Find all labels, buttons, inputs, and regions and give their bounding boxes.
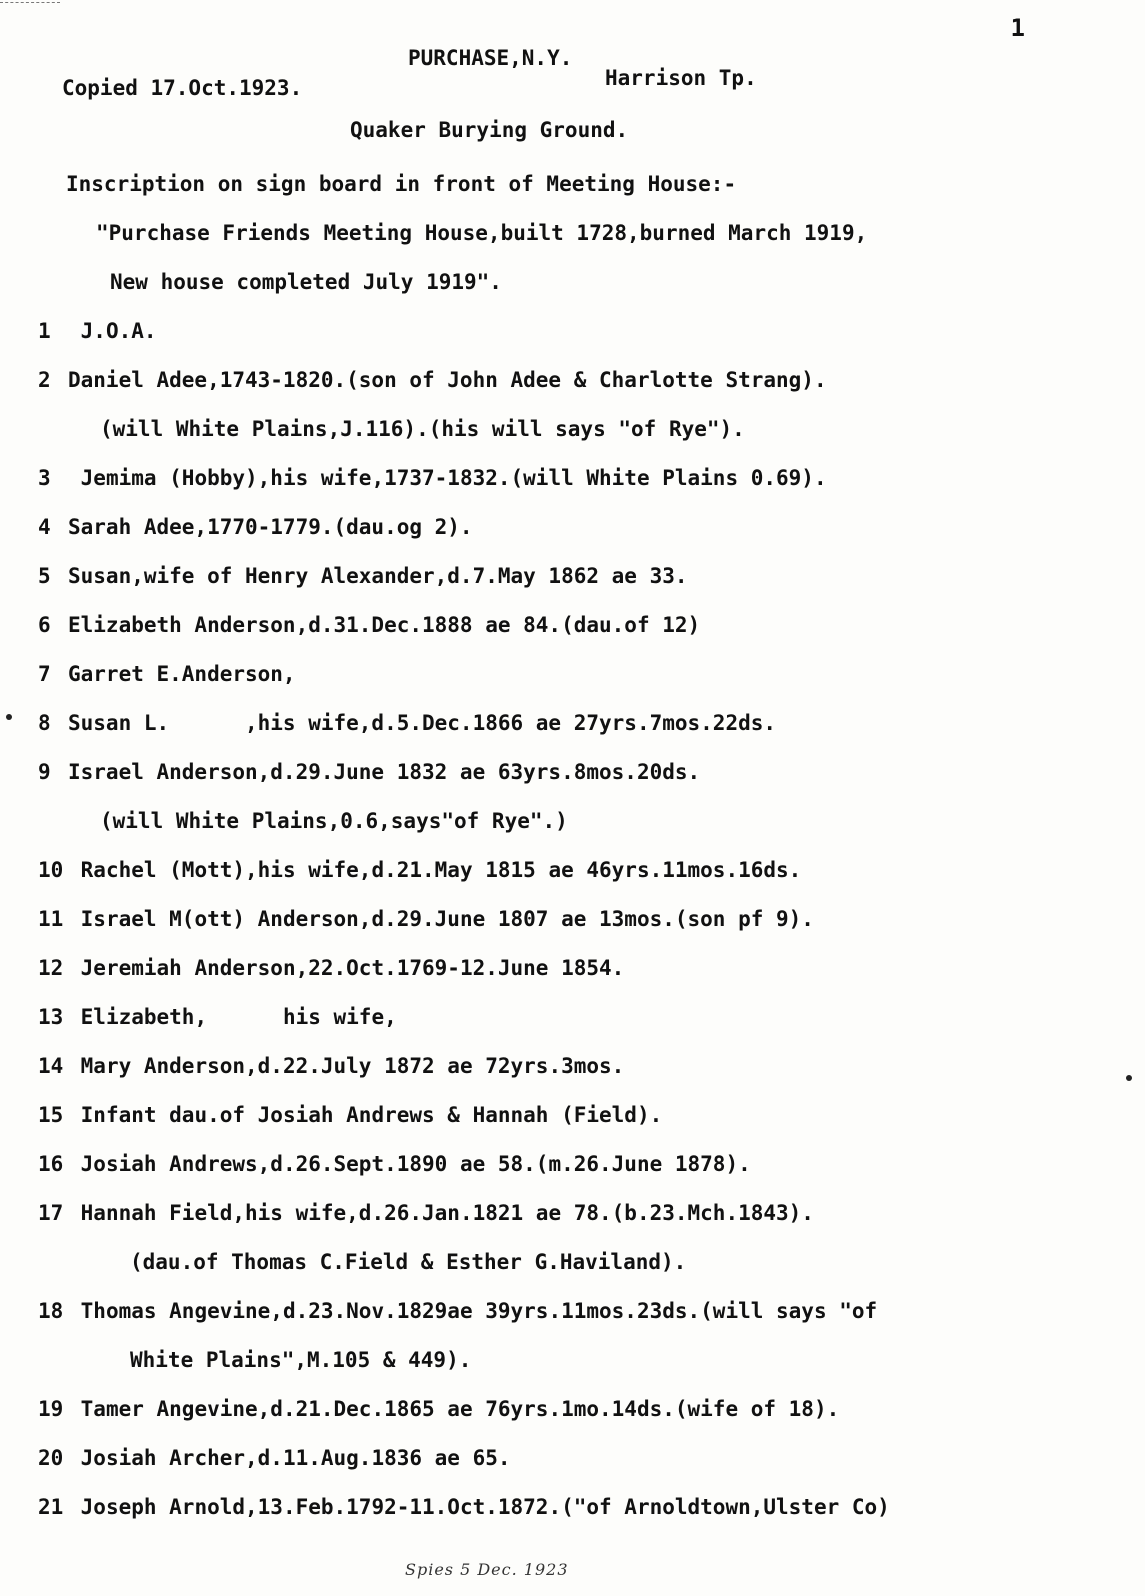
entry-number: 6 [38,613,51,637]
entry-number: 3 [38,466,51,490]
entry-number: 15 [38,1103,64,1127]
entry-row [38,307,1128,356]
inscription-heading: Inscription on sign board in front of Meeting House:- [66,172,737,196]
entry-text: Garret E.Anderson, [68,662,296,686]
transcription-body [38,160,1128,1532]
handwritten-footer-note: Spies 5 Dec. 1923 [405,1560,569,1579]
entry-text: Rachel (Mott),his wife,d.21.May 1815 ae 46yrs.11mos.16ds. [80,858,802,882]
entry-continuation: (dau.of Thomas C.Field & Esther G.Haviland). [130,1250,687,1274]
margin-speck [1126,1075,1132,1081]
entry-text: Susan,wife of Henry Alexander,d.7.May 1862 ae 33. [68,564,688,588]
entry-number: 11 [38,907,64,931]
entry-row [38,1483,1128,1532]
township: Harrison Tp. [605,66,757,90]
entry-row [38,1385,1128,1434]
entry-text: Josiah Andrews,d.26.Sept.1890 ae 58.(m.26.June 1878). [80,1152,751,1176]
entry-text: Sarah Adee,1770-1779.(dau.og 2). [68,515,473,539]
entry-continuation: White Plains",M.105 & 449). [130,1348,472,1372]
entry-text: Jeremiah Anderson,22.Oct.1769-12.June 1854. [80,956,625,980]
place-heading: PURCHASE,N.Y. [408,46,573,70]
entry-text: Israel Anderson,d.29.June 1832 ae 63yrs.8mos.20ds. [68,760,701,784]
entry-text: Hannah Field,his wife,d.26.Jan.1821 ae 78.(b.23.Mch.1843). [80,1201,814,1225]
entry-text: Susan L. ,his wife,d.5.Dec.1866 ae 27yrs.7mos.22ds. [68,711,777,735]
entry-row [38,1287,1128,1336]
entry-row [38,552,1128,601]
burying-ground-title: Quaker Burying Ground. [350,118,629,142]
entry-row [38,1042,1128,1091]
entry-text: Josiah Archer,d.11.Aug.1836 ae 65. [80,1446,511,1470]
entry-row [38,454,1128,503]
entry-number: 19 [38,1397,64,1421]
entry-number: 7 [38,662,51,686]
entry-row [38,895,1128,944]
entry-text: Mary Anderson,d.22.July 1872 ae 72yrs.3mos. [80,1054,625,1078]
entry-text: Israel M(ott) Anderson,d.29.June 1807 ae 13mos.(son pf 9). [80,907,814,931]
entry-number: 10 [38,858,64,882]
entry-text: Joseph Arnold,13.Feb.1792-11.Oct.1872.("of Arnoldtown,Ulster Co) [80,1495,890,1519]
entry-row [38,993,1128,1042]
entry-continuation: (will White Plains,0.6,says"of Rye".) [100,809,568,833]
copied-date: Copied 17.Oct.1923. [62,76,303,100]
margin-speck [6,714,12,720]
entry-number: 9 [38,760,51,784]
page-number: 1 [1010,14,1025,42]
entry-row [38,650,1128,699]
entry-row [38,503,1128,552]
entry-number: 2 [38,368,51,392]
entry-row [38,601,1128,650]
entry-number: 5 [38,564,51,588]
entry-text: Elizabeth, his wife, [80,1005,397,1029]
entry-row [38,944,1128,993]
entry-row [38,1434,1128,1483]
entry-text: Infant dau.of Josiah Andrews & Hannah (Field). [80,1103,663,1127]
entry-row [38,748,1128,797]
entry-text: Daniel Adee,1743-1820.(son of John Adee & Charlotte Strang). [68,368,827,392]
entry-text: J.O.A. [80,319,157,343]
entry-number: 21 [38,1495,64,1519]
entry-number: 17 [38,1201,64,1225]
entry-row [38,1189,1128,1238]
entry-row [38,846,1128,895]
entry-continuation: (will White Plains,J.116).(his will says "of Rye"). [100,417,745,441]
entry-text: Tamer Angevine,d.21.Dec.1865 ae 76yrs.1mo.14ds.(wife of 18). [80,1397,840,1421]
entry-row [38,1091,1128,1140]
entry-number: 8 [38,711,51,735]
entry-number: 4 [38,515,51,539]
entry-row [38,356,1128,405]
entry-number: 20 [38,1446,64,1470]
entry-row [38,1140,1128,1189]
entry-text: Thomas Angevine,d.23.Nov.1829ae 39yrs.11mos.23ds.(will says "of [80,1299,878,1323]
entry-number: 12 [38,956,64,980]
entry-row [38,699,1128,748]
entry-text: Elizabeth Anderson,d.31.Dec.1888 ae 84.(dau.of 12) [68,613,701,637]
entry-number: 13 [38,1005,64,1029]
entry-number: 16 [38,1152,64,1176]
top-edge-mark [0,2,60,3]
inscription-quote-line-2: New house completed July 1919". [110,270,502,294]
entry-number: 18 [38,1299,64,1323]
entry-number: 1 [38,319,51,343]
entry-text: Jemima (Hobby),his wife,1737-1832.(will White Plains 0.69). [80,466,827,490]
entry-number: 14 [38,1054,64,1078]
inscription-quote-line-1: "Purchase Friends Meeting House,built 1728,burned March 1919, [96,221,868,245]
